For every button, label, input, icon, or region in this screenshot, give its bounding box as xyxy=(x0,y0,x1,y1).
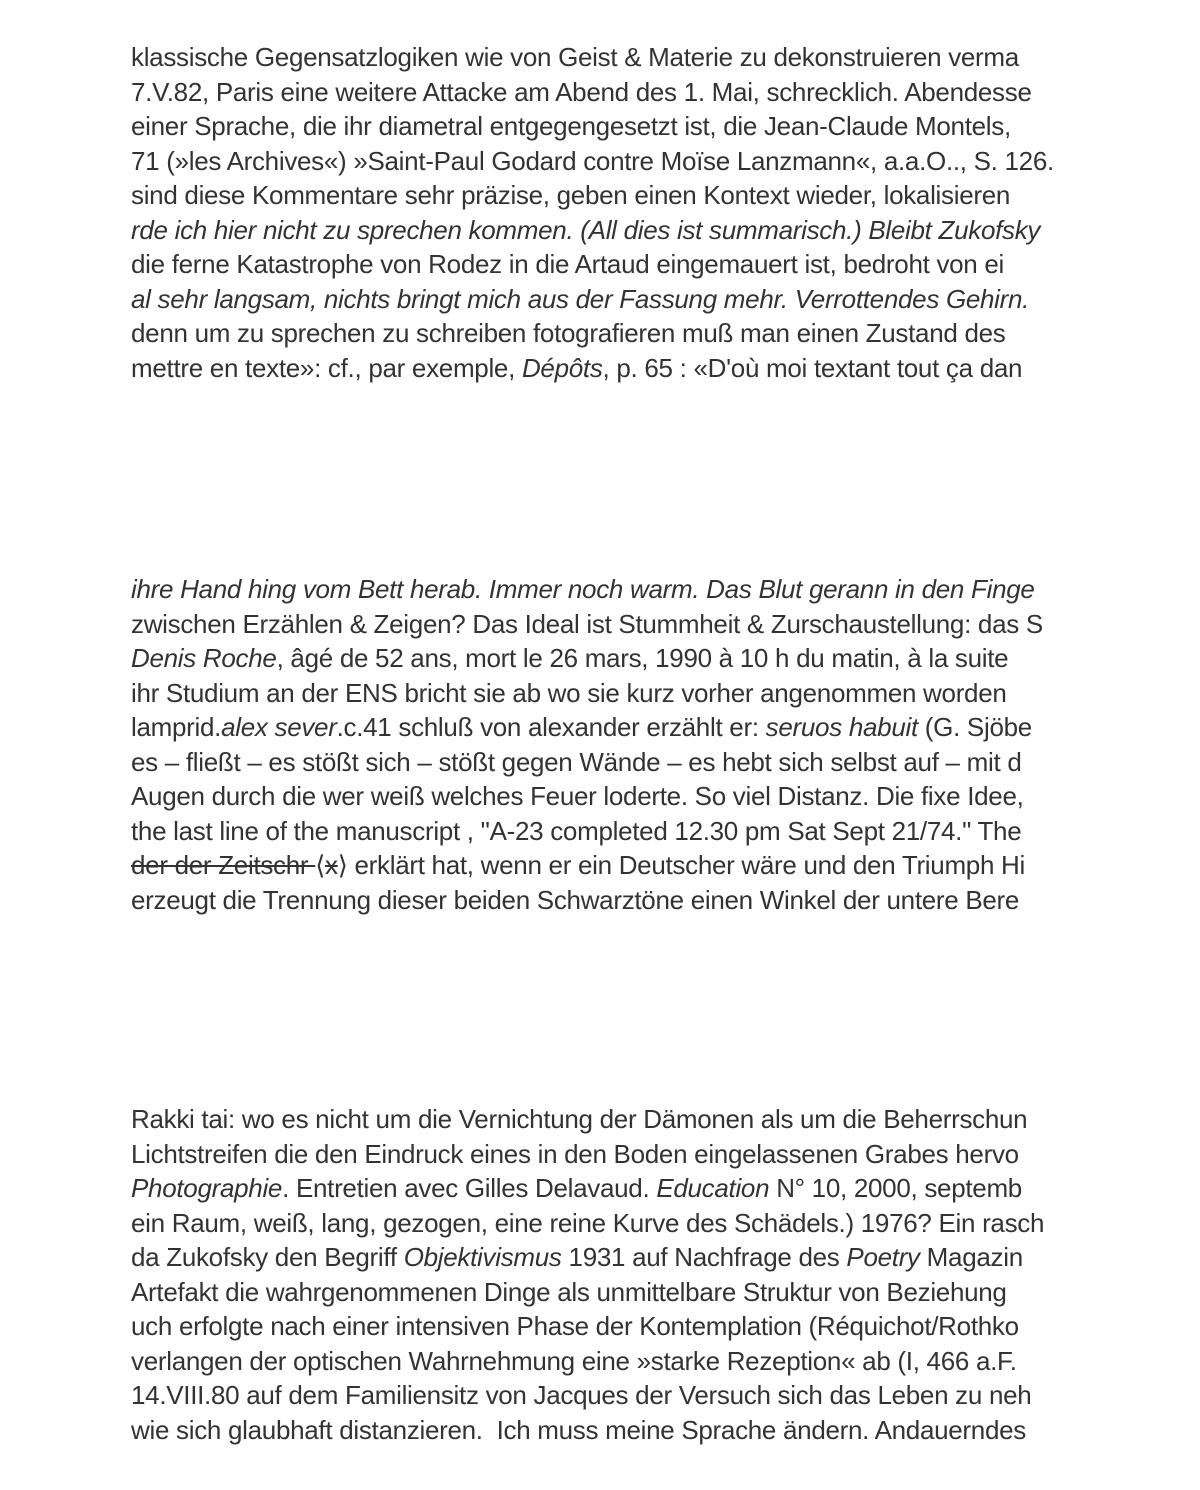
text-run: erzeugt die Trennung dieser beiden Schwarztöne einen Winkel der untere Bere xyxy=(131,884,1020,915)
text-line xyxy=(131,883,1043,918)
text-line xyxy=(131,745,1043,780)
text-run: wie sich glaubhaft distanzieren. Ich muss meine Sprache ändern. Andauerndes xyxy=(131,1414,1026,1445)
text-run: ⟩ erklärt hat, wenn er ein Deutscher wäre und den Triumph Hi xyxy=(337,850,1025,880)
text-line xyxy=(131,676,1043,711)
text-run: einer Sprache, die ihr diametral entgegengesetzt ist, die Jean-Claude Montels, xyxy=(131,111,1011,141)
text-run: x xyxy=(325,850,338,880)
text-line xyxy=(131,316,1054,351)
text-run: Magazin xyxy=(919,1242,1023,1272)
text-line xyxy=(131,75,1054,110)
text-run: (G. Sjöbe xyxy=(917,712,1032,742)
text-run: rde ich hier nicht zu sprechen kommen. (All dies ist summarisch.) Bleibt Zukofsky xyxy=(131,214,1041,245)
text-run: Augen durch die wer weiß welches Feuer loderte. So viel Distanz. Die fixe Idee, xyxy=(131,781,1024,811)
text-run: Denis Roche xyxy=(131,643,277,673)
text-line xyxy=(131,1344,1044,1379)
text-line xyxy=(131,848,1043,883)
text-line xyxy=(131,282,1054,317)
text-line xyxy=(131,351,1054,386)
text-run: Poetry xyxy=(846,1242,920,1272)
text-line xyxy=(131,1171,1044,1206)
text-run: sind diese Kommentare sehr präzise, geben einen Kontext wieder, lokalisieren xyxy=(131,180,1011,210)
text-run: Lichtstreifen die den Eindruck eines in den Boden eingelassenen Grabes hervo xyxy=(131,1138,1019,1169)
text-line xyxy=(131,814,1043,849)
text-line xyxy=(131,1240,1044,1275)
text-line xyxy=(131,572,1043,607)
text-line xyxy=(131,710,1043,745)
text-run: 7.V.82, Paris eine weitere Attacke am Abend des 1. Mai, schrecklich. Abendesse xyxy=(131,76,1032,107)
text-run: zwischen Erzählen & Zeigen? Das Ideal ist Stummheit & Zurschaustellung: das S xyxy=(131,608,1043,639)
paragraph-block-1 xyxy=(131,40,1054,385)
text-run: es – fließt – es stößt sich – stößt gegen Wände – es hebt sich selbst auf – mit d xyxy=(131,746,1022,777)
text-line xyxy=(131,144,1054,179)
text-run: lamprid. xyxy=(131,712,222,742)
text-run: ein Raum, weiß, lang, gezogen, eine reine Kurve des Schädels.) 1976? Ein rasch xyxy=(131,1207,1045,1238)
text-run: mettre en texte»: cf., par exemple, xyxy=(131,352,522,383)
text-run: der der Zeitschr xyxy=(131,850,316,880)
text-line xyxy=(131,1309,1044,1344)
text-line xyxy=(131,1378,1044,1413)
text-line xyxy=(131,641,1043,676)
text-run: ⟨ xyxy=(315,850,326,880)
text-run: da Zukofsky den Begriff xyxy=(131,1242,404,1272)
text-run: ihre Hand hing vom Bett herab. Immer noch warm. Das Blut gerann in den Finge xyxy=(131,574,1035,604)
text-line xyxy=(131,1206,1044,1241)
text-line xyxy=(131,247,1054,282)
text-line xyxy=(131,40,1054,75)
text-run: uch erfolgte nach einer intensiven Phase der Kontemplation (Réquichot/Rothko xyxy=(131,1311,1019,1341)
text-line xyxy=(131,109,1054,144)
text-run: . Entretien avec Gilles Delavaud. xyxy=(282,1173,657,1203)
text-run: 14.VIII.80 auf dem Familiensitz von Jacques der Versuch sich das Leben zu neh xyxy=(131,1380,1032,1410)
text-run: al sehr langsam, nichts bringt mich aus der Fassung mehr. Verrottendes Gehirn. xyxy=(131,283,1030,314)
text-run: Artefakt die wahrgenommenen Dinge als unmittelbare Struktur von Beziehung xyxy=(131,1276,1007,1307)
text-run: Dépôts xyxy=(521,352,603,383)
text-run: Education xyxy=(656,1173,770,1203)
text-run: verlangen der optischen Wahrnehmung eine »starke Rezeption« ab (I, 466 a.F. xyxy=(131,1345,1017,1376)
text-run: Photographie xyxy=(131,1173,283,1203)
text-run: die ferne Katastrophe von Rodez in die Artaud eingemauert ist, bedroht von ei xyxy=(131,249,1005,279)
text-line xyxy=(131,779,1043,814)
text-run: denn um zu sprechen zu schreiben fotografieren muß man einen Zustand des xyxy=(131,318,1006,348)
text-run: , p. 65 : «D'où moi textant tout ça dan xyxy=(602,352,1023,383)
text-run: klassische Gegensatzlogiken wie von Geist & Materie zu dekonstruieren verma xyxy=(131,42,1019,72)
text-run: N° 10, 2000, septemb xyxy=(769,1173,1022,1203)
text-line xyxy=(131,607,1043,642)
text-run: alex sever xyxy=(221,712,337,742)
paragraph-block-2 xyxy=(131,572,1043,917)
text-line xyxy=(131,178,1054,213)
text-line xyxy=(131,1137,1044,1172)
text-run: , âgé de 52 ans, mort le 26 mars, 1990 à 10 h du matin, à la suite xyxy=(276,643,1009,673)
text-line xyxy=(131,1413,1044,1448)
text-run: Rakki tai: wo es nicht um die Vernichtung der Dämonen als um die Beherrschun xyxy=(131,1104,1028,1134)
text-run: 1931 auf Nachfrage des xyxy=(561,1242,847,1272)
text-run: Objektivismus xyxy=(403,1242,562,1272)
text-run: seruos habuit xyxy=(765,712,918,742)
text-run: ihr Studium an der ENS bricht sie ab wo sie kurz vorher angenommen worden xyxy=(131,677,1007,708)
text-line xyxy=(131,213,1054,248)
text-line xyxy=(131,1275,1044,1310)
text-run: the last line of the manuscript , "A-23 completed 12.30 pm Sat Sept 21/74." The xyxy=(131,815,1022,846)
text-run: .c.41 schluß von alexander erzählt er: xyxy=(336,712,766,742)
paragraph-block-3 xyxy=(131,1102,1044,1447)
text-run: 71 (»les Archives«) »Saint-Paul Godard contre Moïse Lanzmann«, a.a.O.., S. 126. xyxy=(131,145,1054,176)
text-line xyxy=(131,1102,1044,1137)
